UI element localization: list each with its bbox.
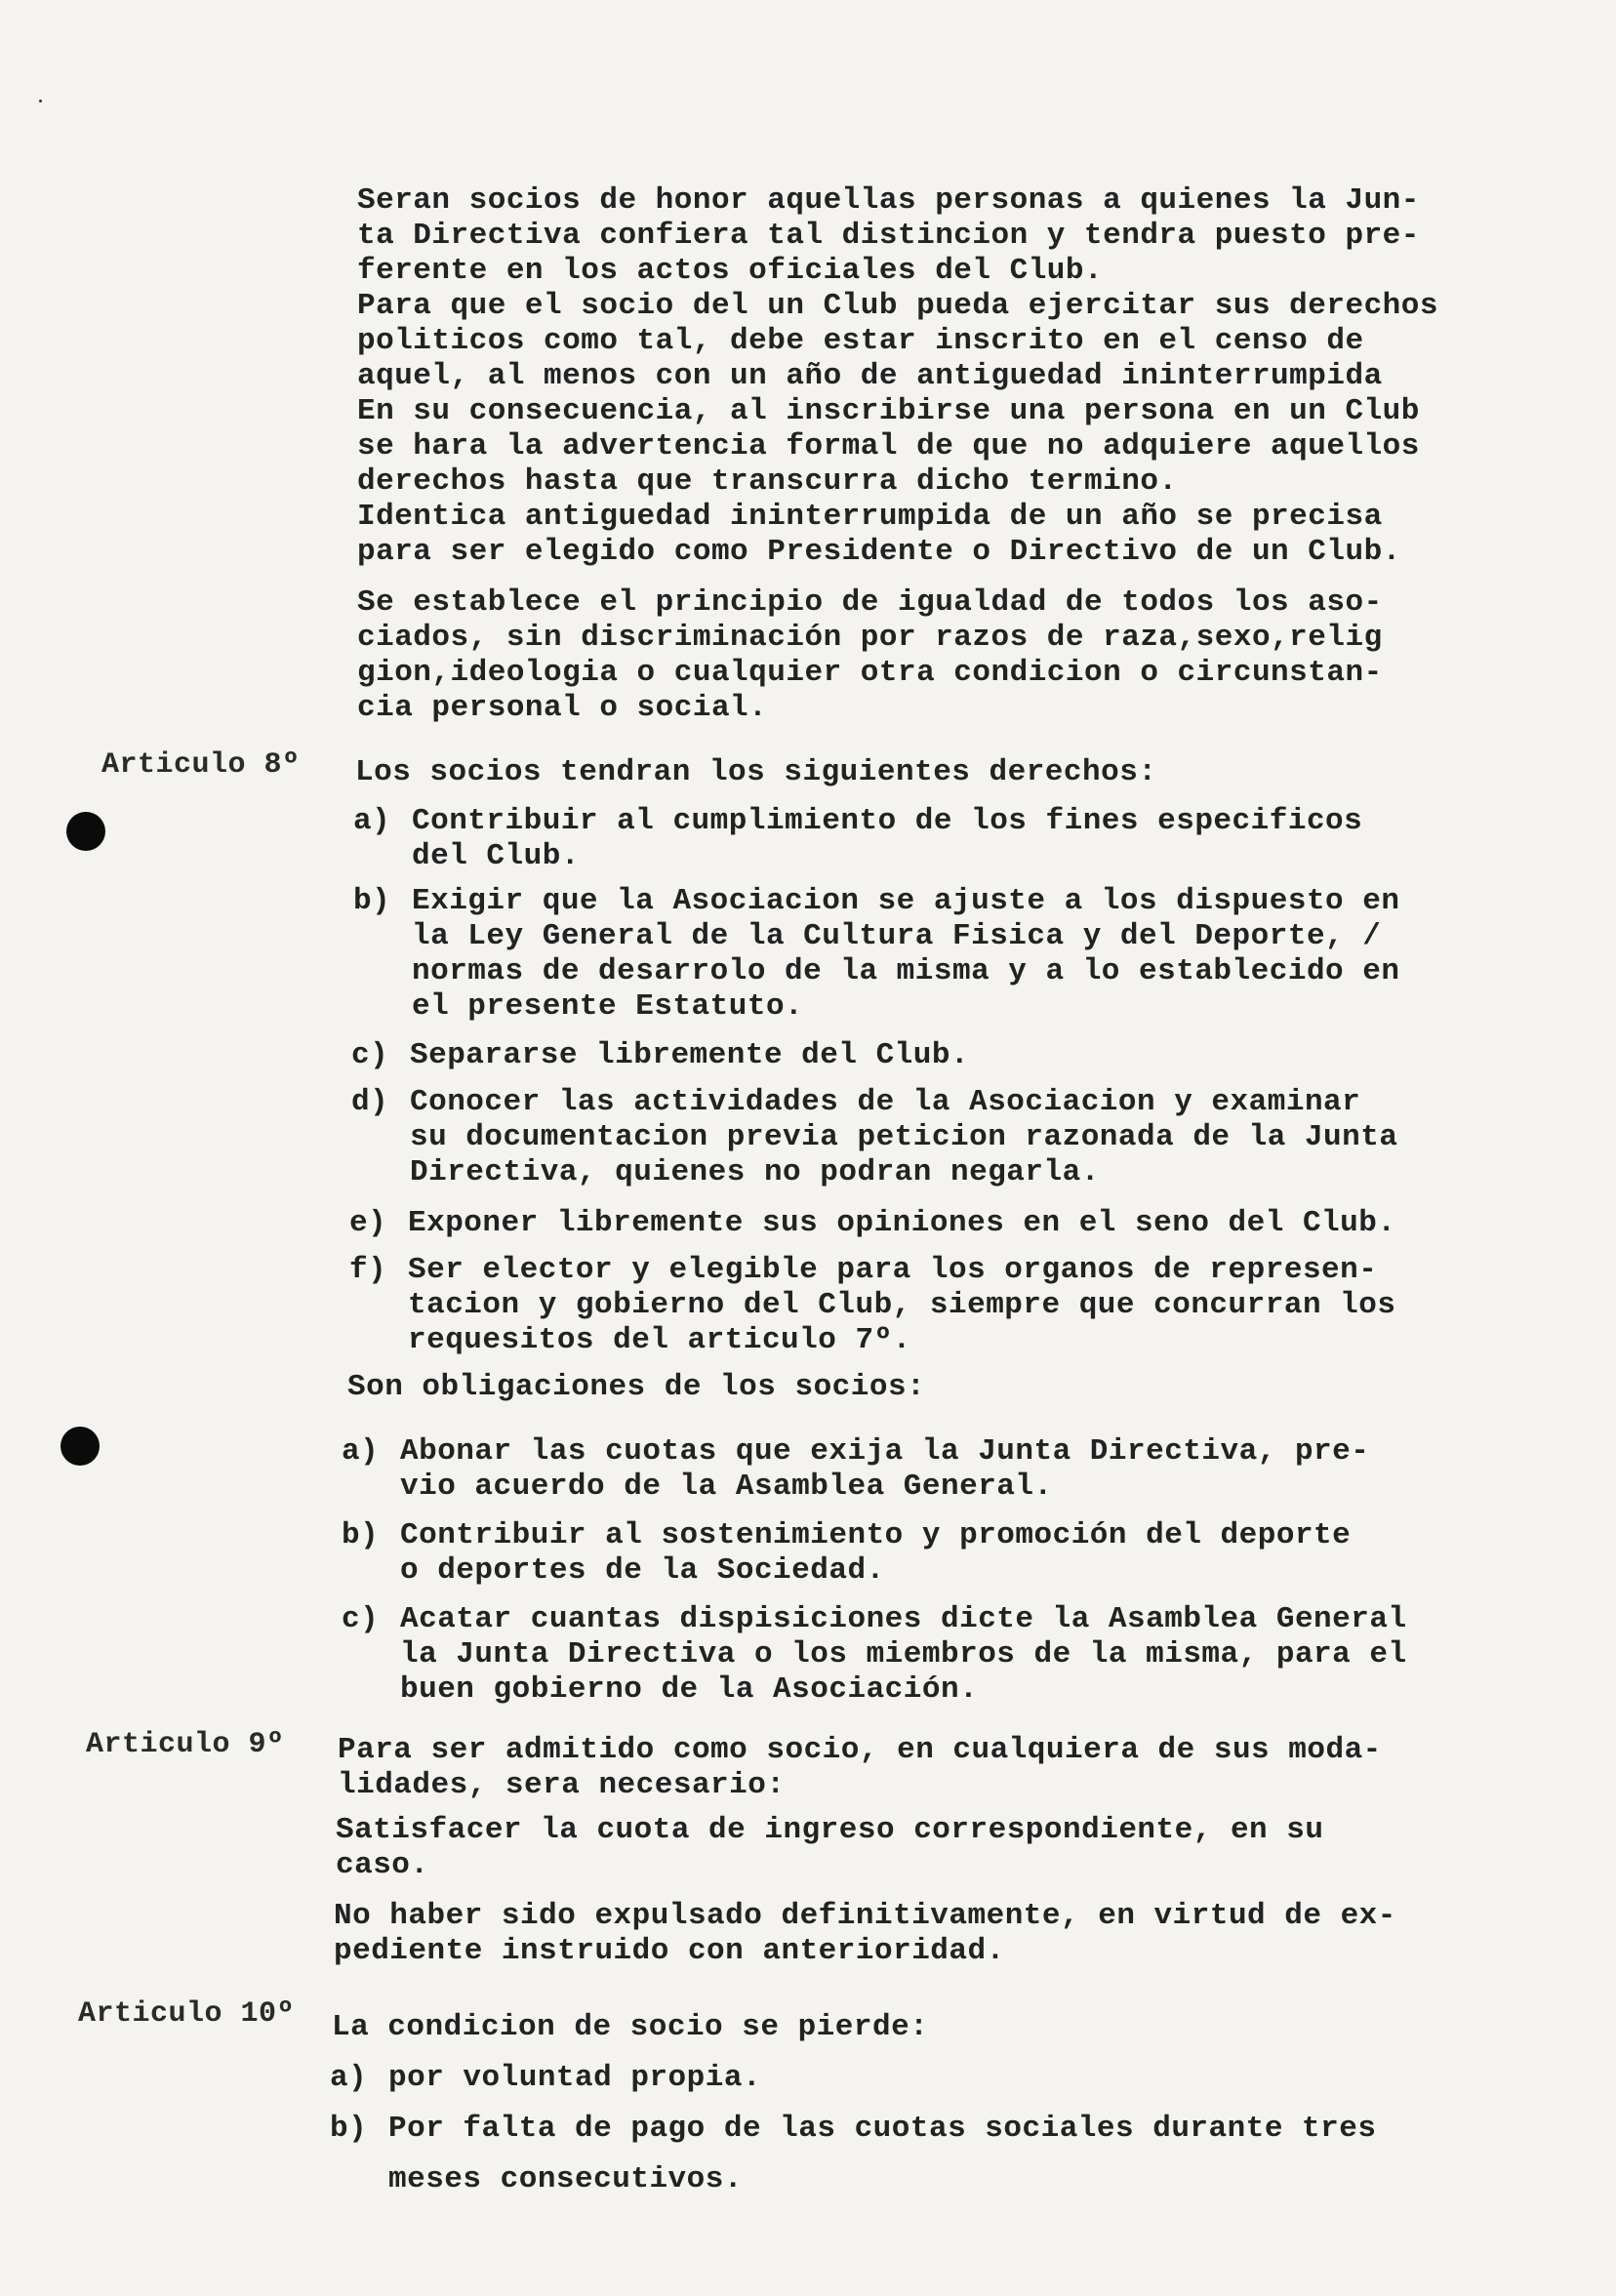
item-letter: a) — [330, 2061, 368, 2095]
text-line: En su consecuencia, al inscribirse una persona en un Club — [357, 394, 1420, 428]
article-8-intro: Los socios tendran los siguientes derechos: — [355, 755, 1157, 789]
text-line: normas de desarrolo de la misma y a lo establecido en — [412, 954, 1400, 988]
text-line: se hara la advertencia formal de que no adquiere aquellos — [357, 429, 1420, 463]
article-8-label: Articulo 8º — [101, 748, 301, 782]
text-line: aquel, al menos con un año de antiguedad ininterrumpida — [357, 359, 1383, 393]
text-line: del Club. — [412, 839, 580, 873]
text-line: ferente en los actos oficiales del Club. — [357, 254, 1104, 288]
ink-speck — [39, 100, 42, 102]
article-10-intro: La condicion de socio se pierde: — [332, 2010, 929, 2044]
text-line: buen gobierno de la Asociación. — [400, 1672, 979, 1707]
text-line: Acatar cuantas dispisiciones dicte la Asamblea General — [400, 1602, 1407, 1636]
item-letter: e) — [349, 1206, 387, 1240]
item-letter: d) — [351, 1085, 389, 1119]
text-line: gion,ideologia o cualquier otra condicion o circunstan- — [357, 656, 1383, 690]
text-line: por voluntad propia. — [388, 2061, 762, 2095]
item-letter: a) — [353, 804, 391, 838]
text-line: Ser elector y elegible para los organos de represen- — [408, 1253, 1378, 1287]
text-line: pediente instruido con anterioridad. — [334, 1934, 1005, 1968]
text-line: No haber sido expulsado definitivamente, en virtud de ex- — [334, 1899, 1396, 1933]
article-9-label: Articulo 9º — [86, 1728, 285, 1761]
intro-paragraph-2 — [357, 585, 1383, 726]
text-line: Conocer las actividades de la Asociacion y examinar — [410, 1085, 1361, 1119]
text-line: o deportes de la Sociedad. — [400, 1553, 885, 1588]
text-line: para ser elegido como Presidente o Directivo de un Club. — [357, 535, 1401, 569]
text-line: Abonar las cuotas que exija la Junta Directiva, pre- — [400, 1434, 1370, 1469]
text-line: Satisfacer la cuota de ingreso correspondiente, en su — [336, 1813, 1324, 1847]
punch-hole-bottom — [61, 1427, 100, 1466]
text-line: Directiva, quienes no podran negarla. — [410, 1155, 1100, 1189]
text-line: Para que el socio del un Club pueda ejercitar sus derechos — [357, 289, 1438, 323]
article-9-requirement-2 — [334, 1899, 1396, 1969]
text-line: caso. — [336, 1848, 429, 1882]
intro-paragraph-1 — [357, 183, 1438, 570]
text-line: Contribuir al cumplimiento de los fines especificos — [412, 804, 1363, 838]
text-line: meses consecutivos. — [388, 2162, 743, 2196]
text-line: lidades, sera necesario: — [338, 1768, 786, 1802]
text-line: ciados, sin discriminación por razos de raza,sexo,relig — [357, 621, 1383, 655]
text-line: Exigir que la Asociacion se ajuste a los dispuesto en — [412, 884, 1400, 918]
text-line: ta Directiva confiera tal distincion y tendra puesto pre- — [357, 219, 1420, 253]
text-line: requesitos del articulo 7º. — [408, 1323, 911, 1357]
text-line: Seran socios de honor aquellas personas a quienes la Jun- — [357, 183, 1420, 218]
text-line: Contribuir al sostenimiento y promoción del deporte — [400, 1518, 1352, 1552]
item-letter: c) — [342, 1602, 380, 1636]
item-letter: f) — [349, 1253, 387, 1287]
item-letter: b) — [353, 884, 391, 918]
article-9-requirement-1 — [336, 1813, 1323, 1883]
item-letter: b) — [330, 2112, 368, 2146]
article-10-label: Articulo 10º — [78, 1997, 296, 2031]
text-line: Por falta de pago de las cuotas sociales durante tres — [388, 2112, 1377, 2146]
obligations-intro: Son obligaciones de los socios: — [347, 1370, 926, 1404]
item-letter: a) — [342, 1434, 380, 1469]
item-letter: c) — [351, 1038, 389, 1072]
item-letter: b) — [342, 1518, 380, 1552]
text-line: Exponer libremente sus opiniones en el seno del Club. — [408, 1206, 1396, 1240]
text-line: el presente Estatuto. — [412, 989, 804, 1024]
punch-hole-top — [66, 812, 105, 851]
text-line: Separarse libremente del Club. — [410, 1038, 970, 1072]
text-line: cia personal o social. — [357, 691, 768, 725]
article-9-intro — [338, 1733, 1382, 1803]
text-line: Se establece el principio de igualdad de todos los aso- — [357, 585, 1383, 620]
text-line: politicos como tal, debe estar inscrito en el censo de — [357, 324, 1364, 358]
text-line: tacion y gobierno del Club, siempre que concurran los — [408, 1288, 1396, 1322]
text-line: Identica antiguedad ininterrumpida de un año se precisa — [357, 500, 1383, 534]
text-line: la Junta Directiva o los miembros de la misma, para el — [400, 1637, 1407, 1672]
text-line: derechos hasta que transcurra dicho termino. — [357, 464, 1178, 499]
text-line: Para ser admitido como socio, en cualquiera de sus moda- — [338, 1733, 1382, 1767]
text-line: vio acuerdo de la Asamblea General. — [400, 1470, 1053, 1504]
text-line: su documentacion previa peticion razonada de la Junta — [410, 1120, 1398, 1154]
text-line: la Ley General de la Cultura Fisica y del Deporte, / — [412, 919, 1382, 953]
